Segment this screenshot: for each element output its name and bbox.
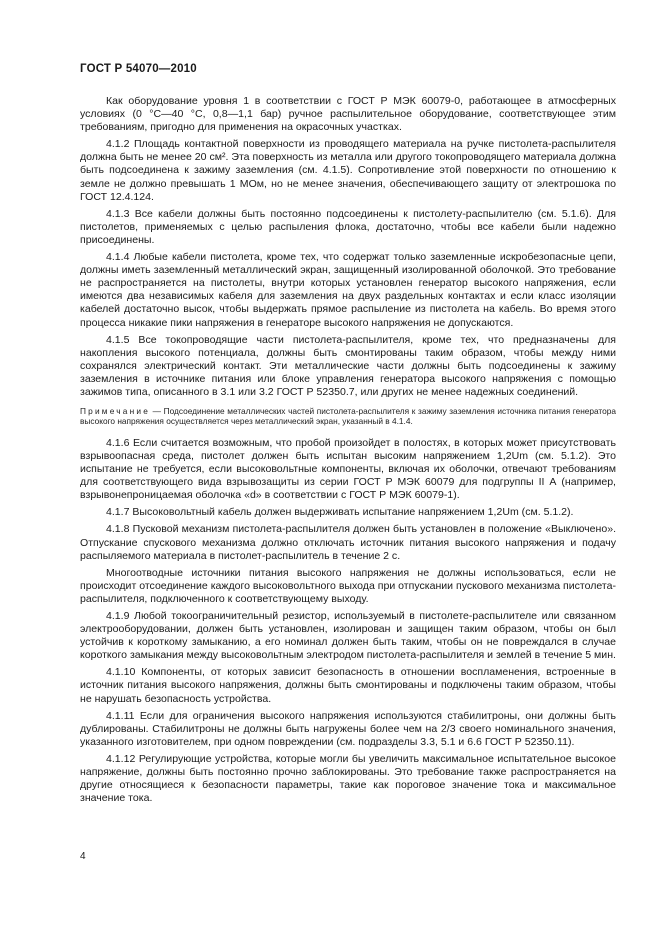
paragraph-4-1-2: 4.1.2 Площадь контактной поверхности из проводящего материала на ручке пистолета-распылителя должна быть не менее 20 см². Эта поверхность из металла или другого токопроводящего материала должна быть подсоединена к зажиму заземления (см. 4.1.5). Сопротивление этой поверхности по отношению к земле не должно превышать 1 МОм, но не менее значения, обеспечивающего защиту от электрошока по ГОСТ 12.4.124. — [80, 138, 616, 203]
paragraph-4-1-5: 4.1.5 Все токопроводящие части пистолета-распылителя, кроме тех, что предназначены для накопления высокого потенциала, должны быть смонтированы таким образом, чтобы между ними сохранялся электрический контакт. Эти металлические части должны быть подсоединены к зажиму заземления в источнике питания или блоке управления генератора высокого напряжения с помощью зажимов типа, описанного в 3.1 или 3.2 ГОСТ Р 52350.7, или других не менее надежных соединений. — [80, 333, 616, 398]
paragraph-4-1-11: 4.1.11 Если для ограничения высокого напряжения используются стабилитроны, они должны быть дублированы. Стабилитроны не должны быть нагружены более чем на 2/3 своего номинального значения, указанного изготовителем, при одном повреждении (см. подразделы 3.3, 5.1 и 6.6 ГОСТ Р 52350.11). — [80, 709, 616, 748]
document-header: ГОСТ Р 54070—2010 — [80, 63, 197, 75]
paragraph-4-1-10: 4.1.10 Компоненты, от которых зависит безопасность в отношении воспламенения, встроенные в источник питания высокого напряжения, должны быть смонтированы и подключены таким образом, чтобы не нарушать безопасность устройства. — [80, 666, 616, 705]
paragraph-4-1-3: 4.1.3 Все кабели должны быть постоянно подсоединены к пистолету-распылителю (см. 5.1.6). Для пистолетов, применяемых с целью распыления флока, достаточно, чтобы все кабели были надежно присоединены. — [80, 207, 616, 246]
paragraph-4-1-8: 4.1.8 Пусковой механизм пистолета-распылителя должен быть установлен в положение «Выключено». Отпускание спускового механизма должно отключать источник питания высокого напряжения и подачу распыляемого материала в пистолет-распылитель в течение 2 с. — [80, 523, 616, 562]
paragraph-multi-output: Многоотводные источники питания высокого напряжения не должны использоваться, если не происходит отсоединение каждого высоковольтного выхода при отпускании пускового механизма пистолета-распылителя, подключенного к соответствующему выходу. — [80, 566, 616, 605]
paragraph-4-1-6: 4.1.6 Если считается возможным, что пробой произойдет в полостях, в которых может присутствовать взрывоопасная среда, пистолет должен быть испытан высоким напряжением 1,2Um (см. 5.1.2). Это испытание не требуется, если высоковольтные компоненты, включая их оболочки, отвечают требованиям для соответствующего вида взрывозащиты из серии ГОСТ Р МЭК 60079 для подгруппы II А (например, взрывонепроницаемая оболочка «d» в соответствии с ГОСТ Р МЭК 60079-1). — [80, 436, 616, 502]
note-label: Примечание — [80, 406, 151, 417]
paragraph-4-1-12: 4.1.12 Регулирующие устройства, которые могли бы увеличить максимальное испытательное высокое напряжение, должны быть постоянно прочно заблокированы. Это требование также распространяется на другие относящиеся к безопасности параметры, такие как пороговое значение тока и максимальное значение тока. — [80, 752, 616, 805]
document-body — [80, 95, 616, 809]
paragraph-4-1-9: 4.1.9 Любой токоограничительный резистор, используемый в пистолете-распылителе или связанном электрооборудовании, должен быть установлен, изолирован и защищен таким образом, чтобы он был устойчив к короткому замыканию, а его номинал должен быть таким, чтобы он не повреждался в случае короткого замыкания между высоковольтным электродом пистолета-распылителя и землей в течение 5 мин. — [80, 610, 616, 662]
note-text: — Подсоединение металлических частей пистолета-распылителя к зажиму заземления источника питания генератора высокого напряжения осуществляется через металлический экран, указанный в 4.1.4. — [80, 406, 616, 427]
page-number: 4 — [80, 851, 86, 862]
paragraph-4-1-7: 4.1.7 Высоковольтный кабель должен выдерживать испытание напряжением 1,2Um (см. 5.1.2). — [106, 506, 574, 519]
paragraph-4-1-4: 4.1.4 Любые кабели пистолета, кроме тех, что содержат только заземленные искробезопасные цепи, должны иметь заземленный металлический экран, защищенный изолированной оболочкой. Это требование не распространяется на пистолеты, внутри которых установлен генератор высокого напряжения, если имеются два независимых кабеля для заземления на двух раздельных контактах и если класс изоляции кабелей достаточно высок, чтобы выдержать прямое распыление из пистолета на кабель. Во время этого процесса никакие пики напряжения в генераторе высокого напряжения не допускаются. — [80, 251, 616, 329]
note — [80, 406, 616, 427]
paragraph: Как оборудование уровня 1 в соответствии с ГОСТ Р МЭК 60079-0, работающее в атмосферных условиях (0 °С—40 °С, 0,8—1,1 бар) ручное распылительное оборудование, соответствующее этим требованиям, пригодно для применения на окрасочных участках. — [80, 95, 616, 134]
